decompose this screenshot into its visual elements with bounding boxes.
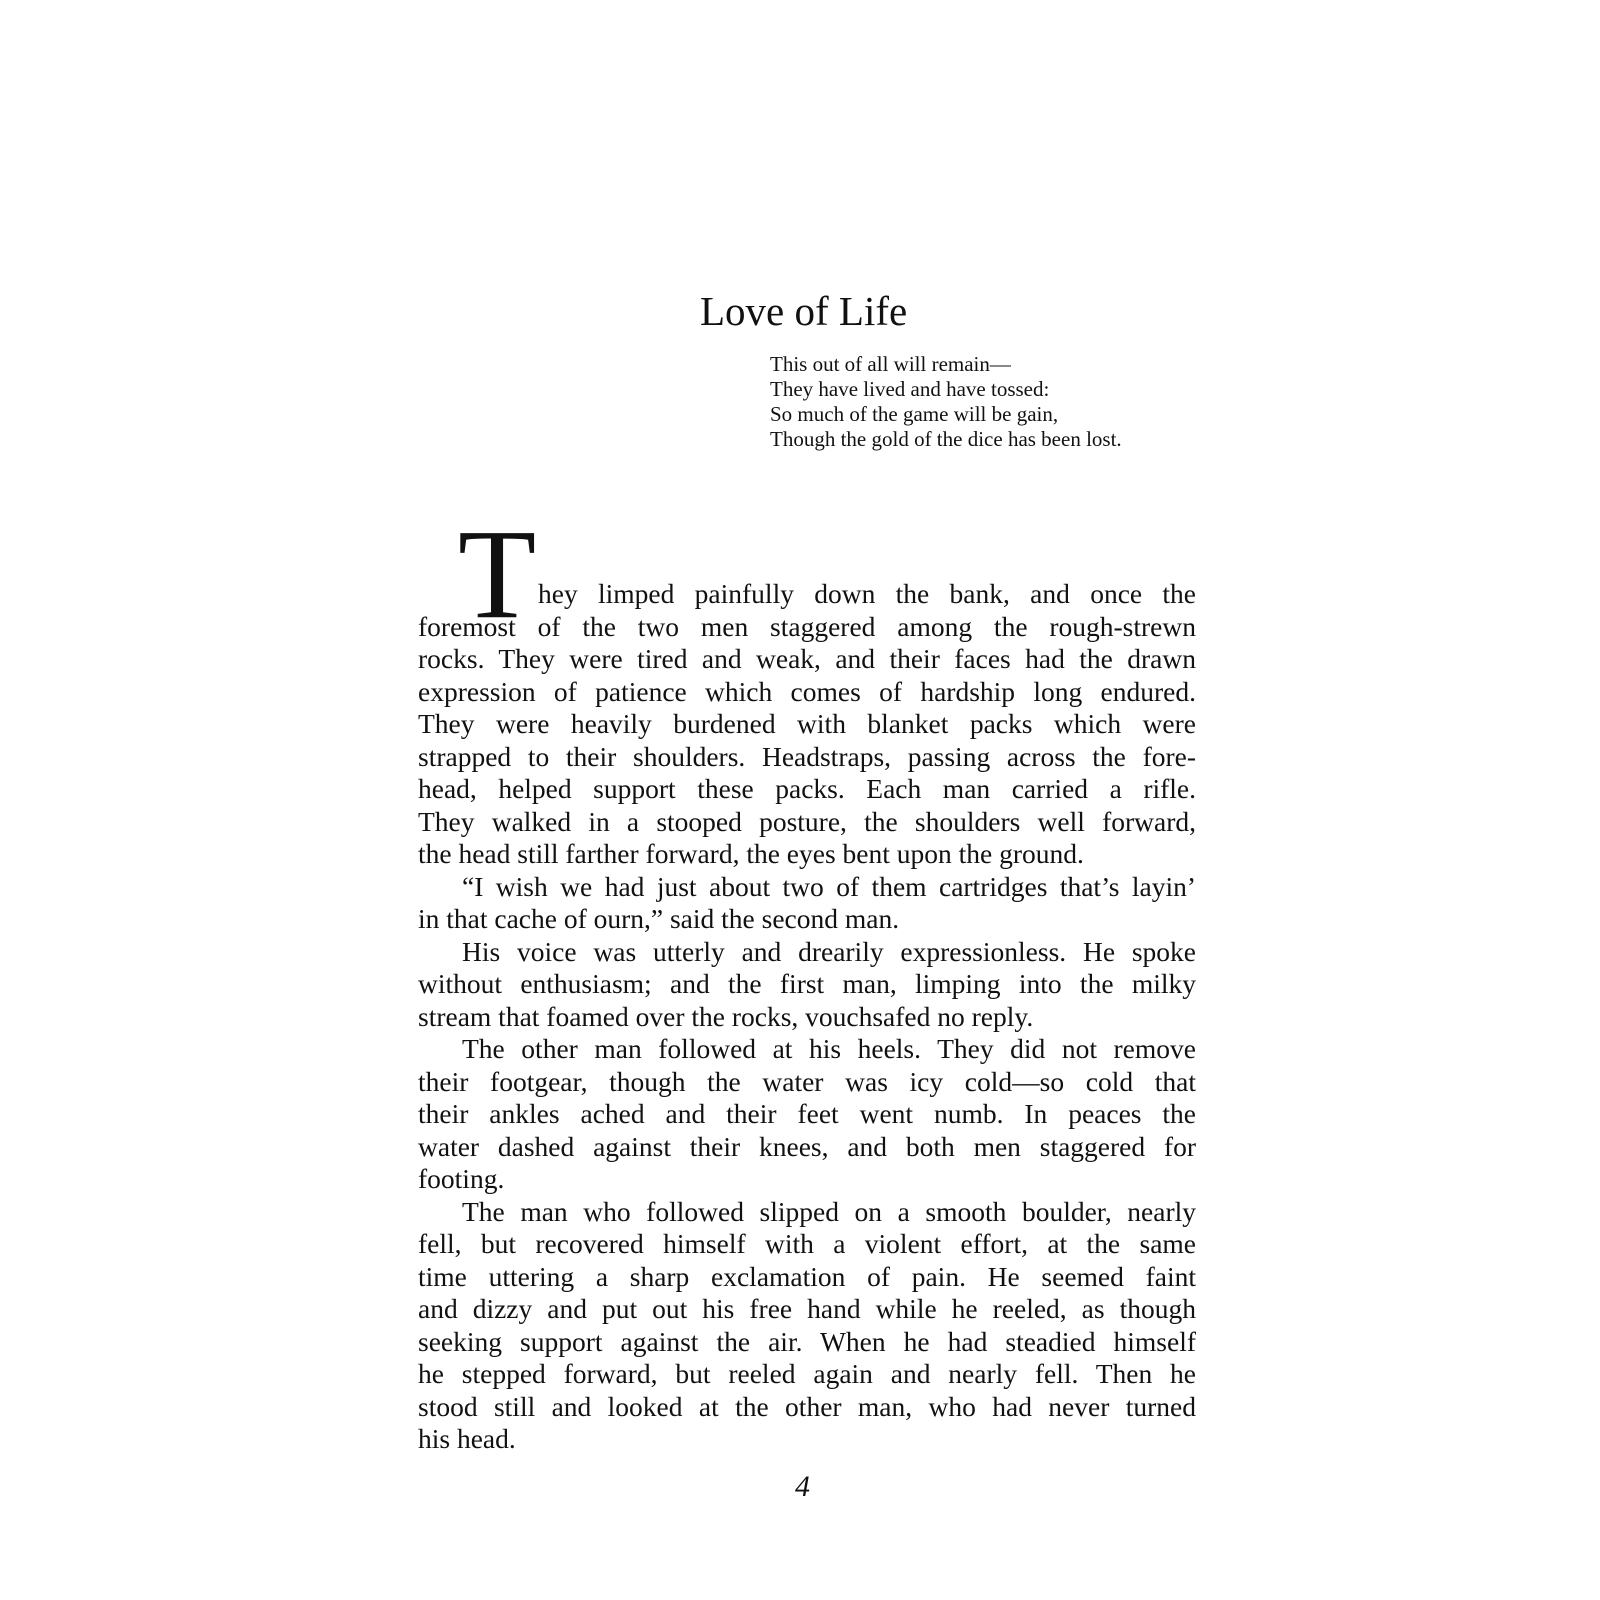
- epigraph-line: So much of the game will be gain,: [770, 402, 1059, 426]
- text-line: his head.: [418, 1423, 516, 1454]
- text-line: stream that foamed over the rocks, vouchsafed no reply.: [418, 1000, 1034, 1032]
- text-line: expression of patience which comes of hardship long endured.: [418, 675, 1196, 707]
- text-line: strapped to their shoulders. Headstraps, passing across the fore-: [418, 740, 1196, 772]
- drop-cap: T: [458, 503, 537, 645]
- text-line: head, helped support these packs. Each man carried a rifle.: [418, 773, 1196, 804]
- page-number: 4: [795, 1470, 810, 1503]
- text-line: in that cache of ourn,” said the second man.: [418, 903, 900, 934]
- text-line: and dizzy and put out his free hand while he reeled, as though: [418, 1293, 1196, 1324]
- text-line: time uttering a sharp exclamation of pain. He seemed faint: [418, 1260, 1196, 1292]
- text-line: their ankles ached and their feet went numb. In peaces the: [418, 1098, 1196, 1129]
- text-line: hey limped painfully down the bank, and once the: [538, 578, 1196, 609]
- epigraph: [770, 352, 1122, 452]
- text-line: water dashed against their knees, and both men staggered for: [418, 1130, 1196, 1162]
- text-line: His voice was utterly and drearily expressionless. He spoke: [462, 935, 1196, 967]
- text-line: The man who followed slipped on a smooth boulder, nearly: [462, 1195, 1196, 1227]
- text-line: The other man followed at his heels. They did not remove: [462, 1033, 1196, 1064]
- text-line: foremost of the two men staggered among the rough-strewn: [418, 610, 1196, 642]
- text-line: the head still farther forward, the eyes bent upon the ground.: [418, 838, 1084, 869]
- epigraph-line: This out of all will remain—: [770, 352, 1011, 376]
- text-line: stood still and looked at the other man, who had never turned: [418, 1390, 1196, 1422]
- text-line: “I wish we had just about two of them cartridges that’s layin’: [462, 870, 1196, 902]
- text-line: he stepped forward, but reeled again and nearly fell. Then he: [418, 1358, 1196, 1389]
- text-line: rocks. They were tired and weak, and their faces had the drawn: [418, 643, 1196, 674]
- text-line: They walked in a stooped posture, the shoulders well forward,: [418, 805, 1196, 837]
- text-line: They were heavily burdened with blanket packs which were: [418, 708, 1196, 739]
- text-line: footing.: [418, 1163, 505, 1194]
- text-line: seeking support against the air. When he had steadied himself: [418, 1325, 1196, 1357]
- text-line: their footgear, though the water was icy cold—so cold that: [418, 1065, 1196, 1097]
- chapter-title: Love of Life: [700, 288, 908, 334]
- text-line: fell, but recovered himself with a violent effort, at the same: [418, 1228, 1196, 1259]
- epigraph-line: Though the gold of the dice has been lost.: [770, 427, 1122, 451]
- text-line: without enthusiasm; and the first man, limping into the milky: [418, 968, 1196, 999]
- body-text: [418, 503, 1196, 1456]
- epigraph-line: They have lived and have tossed:: [770, 377, 1050, 401]
